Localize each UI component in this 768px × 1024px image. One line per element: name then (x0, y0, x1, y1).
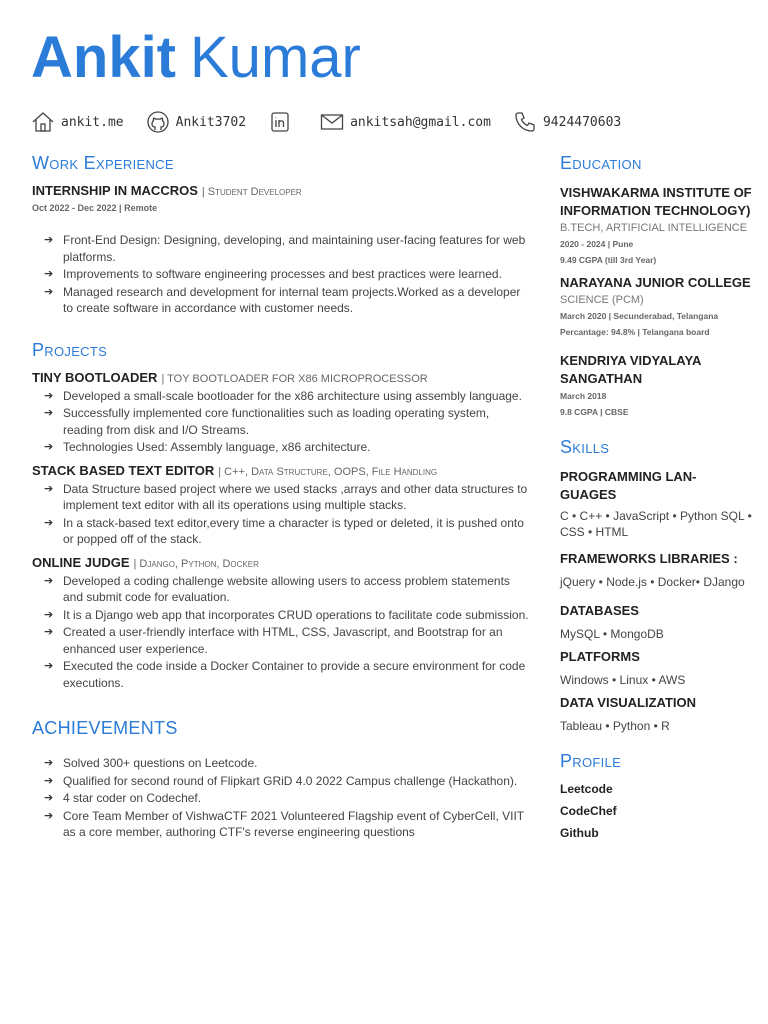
education-entry (560, 184, 752, 268)
project-title (32, 462, 530, 481)
skill-group-values: jQuery • Node.js • Docker• DJango (560, 575, 745, 589)
linkedin-icon (268, 110, 292, 134)
work-dates: Oct 2022 - Dec 2022 | Remote (32, 203, 158, 213)
institution-name: VISHWAKARMA INSTITUTE OF INFORMATION TECHNOLOGY) (560, 185, 752, 218)
education-score: Percantage: 94.8% | Telangana board (560, 327, 710, 337)
project-bullets (32, 388, 530, 456)
work-role (32, 182, 530, 201)
list-item: ➔ Created a user-friendly interface with HTML, CSS, Javascript, and Bootstrap for an enhanced user experience. (44, 625, 503, 656)
skill-group (560, 602, 752, 642)
work-experience-heading: Work Experience (32, 153, 174, 173)
list-item: ➔ Qualified for second round of Flipkart GRiD 4.0 2022 Campus challenge (Hackathon). (44, 773, 518, 788)
arrow-icon: ➔ (44, 792, 54, 804)
arrow-icon: ➔ (44, 441, 54, 453)
institution-name: NARAYANA JUNIOR COLLEGE (560, 275, 751, 290)
list-item: ➔ Technologies Used: Assembly language, x86 architecture. (44, 440, 371, 454)
list-item: ➔ Developed a small-scale bootloader for the x86 architecture using assembly language. (44, 388, 522, 403)
candidate-name (31, 22, 361, 94)
arrow-icon: ➔ (44, 482, 54, 495)
project-title (32, 369, 530, 388)
github-text: Ankit3702 (175, 114, 247, 130)
list-item: ➔ Managed research and development for internal team projects.Worked as a developer to create software in accordance with customer needs. (44, 284, 521, 315)
last-name: Kumar (190, 25, 361, 90)
contact-bar (31, 108, 643, 136)
project-bullets (32, 481, 530, 548)
list-item: ➔ Improvements to software engineering processes and best practices were learned. (44, 267, 502, 281)
project-bullets (32, 573, 530, 692)
arrow-icon: ➔ (44, 774, 54, 787)
linkedin-link[interactable] (268, 110, 298, 134)
profile-link-codechef[interactable]: CodeChef (560, 804, 617, 818)
work-bullets (32, 232, 530, 317)
project-subtitle: | C++, Data Structure, OOPS, File Handling (218, 465, 438, 478)
right-column (560, 150, 752, 844)
github-link[interactable] (146, 110, 246, 134)
list-item: ➔ Solved 300+ questions on Leetcode. (44, 756, 258, 770)
achievements-heading: ACHIEVEMENTS (32, 718, 178, 738)
education-score: 9.8 CGPA | CBSE (560, 407, 629, 417)
list-item: ➔ Front-End Design: Designing, developing, and maintaining user-facing features for web platforms. (44, 233, 526, 264)
work-role-title: INTERNSHIP IN MACCROS (32, 183, 198, 198)
skills-section (560, 434, 752, 734)
arrow-icon: ➔ (44, 389, 54, 402)
list-item: ➔ Developed a coding challenge website allowing users to access problem statements and submit code for evaluation. (44, 573, 510, 604)
mail-icon (320, 110, 344, 134)
project-subtitle: | TOY BOOTLOADER FOR X86 MICROPROCESSOR (161, 372, 428, 385)
projects-heading: Projects (32, 339, 108, 360)
skill-group-title: PROGRAMMING LAN-GUAGES (560, 469, 697, 502)
list-item: ➔ In a stack-based text editor,every time a character is typed or deleted, it is pushed onto or popped off of the stack. (44, 515, 524, 546)
phone-link[interactable] (513, 110, 621, 134)
profile-section (560, 748, 752, 844)
skill-group-values: Windows • Linux • AWS (560, 673, 686, 687)
profile-heading: Profile (560, 751, 622, 771)
project-subtitle: | Django, Python, Docker (133, 557, 259, 570)
website-link[interactable] (31, 110, 124, 134)
education-entry (560, 274, 752, 340)
arrow-icon: ➔ (44, 268, 54, 280)
arrow-icon: ➔ (44, 809, 54, 822)
skill-group-values: Tableau • Python • R (560, 719, 670, 733)
arrow-icon: ➔ (44, 234, 54, 246)
project-name: ONLINE JUDGE (32, 554, 130, 570)
first-name: Ankit (31, 25, 176, 90)
github-icon (146, 110, 170, 134)
arrow-icon: ➔ (44, 608, 54, 621)
skill-group (560, 648, 752, 688)
education-meta: 2020 - 2024 | Pune (560, 239, 634, 249)
list-item: ➔ It is a Django web app that incorporates CRUD operations to facilitate code submission. (44, 607, 529, 622)
home-icon (31, 110, 55, 134)
skill-group-title: PLATFORMS (560, 649, 640, 664)
arrow-icon: ➔ (44, 660, 54, 672)
skill-group-title: FRAMEWORKS LIBRARIES : (560, 551, 738, 566)
website-text: ankit.me (61, 114, 124, 130)
email-text: ankitsah@gmail.com (350, 114, 491, 130)
profile-link-github[interactable]: Github (560, 826, 599, 840)
arrow-icon: ➔ (44, 407, 54, 419)
institution-name: KENDRIYA VIDYALAYA SANGATHAN (560, 353, 701, 386)
arrow-icon: ➔ (44, 757, 54, 769)
arrow-icon: ➔ (44, 574, 54, 587)
list-item: ➔ Executed the code inside a Docker Container to provide a secure environment for code executions. (44, 659, 526, 690)
achievement-bullets (32, 755, 530, 841)
skill-group (560, 468, 752, 540)
skill-group-title: DATABASES (560, 603, 639, 618)
skill-group-values: MySQL • MongoDB (560, 627, 664, 641)
project-title (32, 554, 530, 573)
education-meta: March 2020 | Secunderabad, Telangana (560, 311, 719, 321)
degree: B.TECH, ARTIFICIAL INTELLIGENCE (560, 222, 748, 234)
list-item: ➔ Successfully implemented core functionalities such as loading operating system, reading from disk and I/O Streams. (44, 406, 490, 437)
arrow-icon: ➔ (44, 626, 54, 638)
skills-heading: Skills (560, 437, 610, 457)
arrow-icon: ➔ (44, 516, 54, 529)
skill-group-title: DATA VISUALIZATION (560, 695, 697, 710)
list-item: ➔ 4 star coder on Codechef. (44, 791, 202, 805)
phone-icon (513, 110, 537, 134)
phone-text: 9424470603 (542, 114, 622, 130)
education-meta: March 2018 (560, 391, 607, 401)
skill-group (560, 694, 752, 734)
achievements-section (32, 715, 530, 841)
degree: SCIENCE (PCM) (560, 294, 644, 306)
list-item: ➔ Core Team Member of VishwaCTF 2021 Volunteered Flagship event of CyberCell, VIIT as a core member, authoring CTF's reverse engineering questions (44, 808, 524, 839)
email-link[interactable] (320, 110, 491, 134)
skill-group (560, 550, 752, 590)
education-heading: Education (560, 153, 642, 173)
education-section (560, 150, 752, 420)
arrow-icon: ➔ (44, 285, 54, 298)
skill-group-values: C • C++ • JavaScript • Python SQL • CSS • HTML (560, 509, 752, 539)
education-entry (560, 352, 752, 420)
work-role-subtitle: | Student Developer (201, 186, 302, 198)
project-name: STACK BASED TEXT EDITOR (32, 462, 215, 478)
work-experience-section (32, 150, 530, 317)
projects-section (32, 337, 530, 692)
project-name: TINY BOOTLOADER (32, 369, 158, 385)
profile-link-leetcode[interactable]: Leetcode (560, 782, 613, 796)
left-column (32, 150, 530, 842)
list-item: ➔ Data Structure based project where we used stacks ,arrays and other data structures to implement text editor with all its operations using multiple stacks. (44, 481, 528, 512)
education-score: 9.49 CGPA (till 3rd Year) (560, 255, 657, 265)
